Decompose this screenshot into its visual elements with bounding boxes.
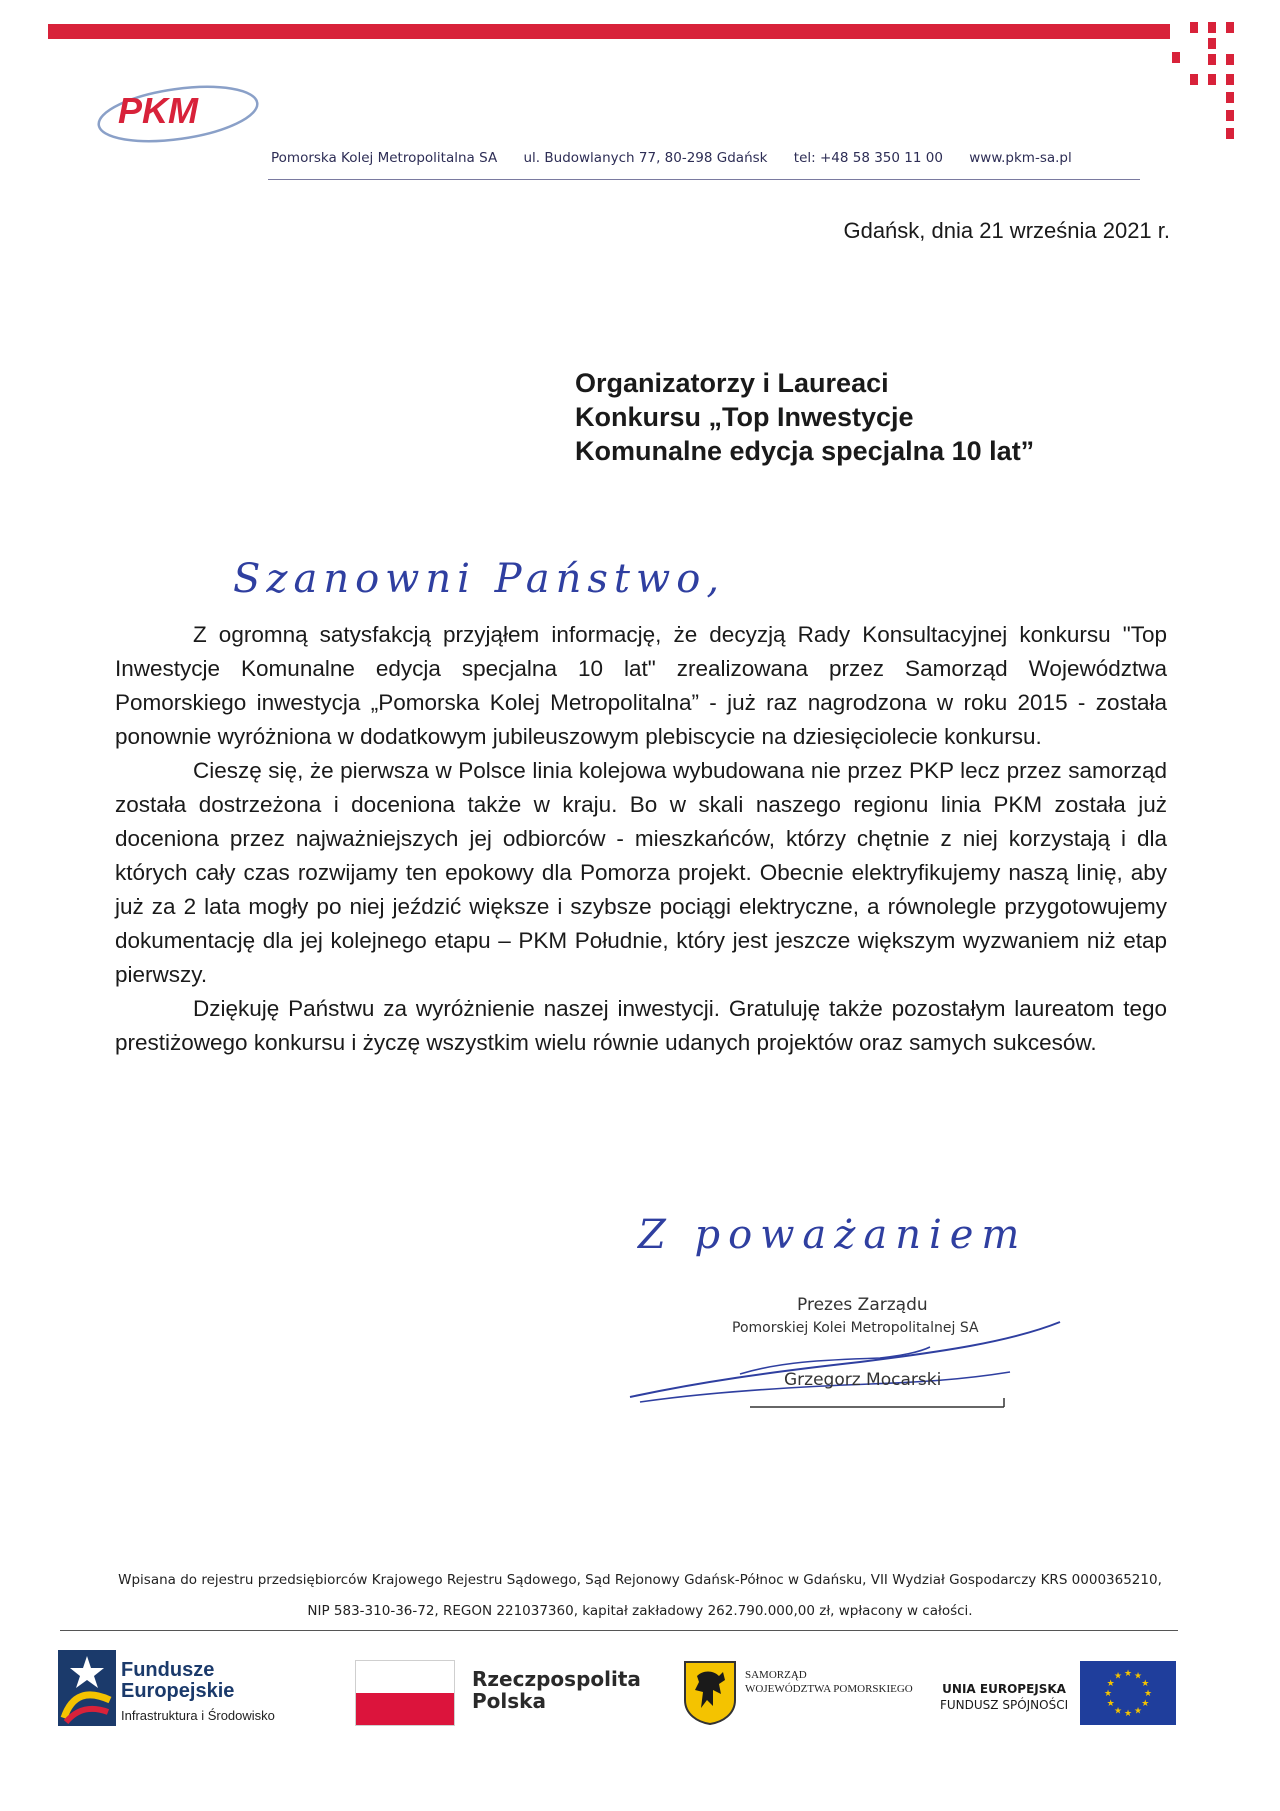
decorative-dot (1226, 22, 1234, 33)
eu-star-icon: ★ (1113, 1705, 1123, 1716)
eu-star-icon: ★ (1123, 1708, 1133, 1718)
company-website[interactable]: www.pkm-sa.pl (969, 150, 1072, 166)
decorative-dot (1226, 128, 1234, 139)
eu-star-icon: ★ (1133, 1670, 1143, 1681)
eu-star-icon: ★ (1113, 1670, 1123, 1681)
pomorskie-crest-icon (683, 1660, 737, 1726)
eu-star-icon: ★ (1133, 1705, 1143, 1716)
eu-star-icon: ★ (1123, 1668, 1133, 1678)
fundusze-europejskie-text (121, 1660, 275, 1723)
company-name: Pomorska Kolej Metropolitalna SA (271, 150, 498, 166)
eu-star-icon: ★ (1141, 1678, 1150, 1688)
company-phone: tel: +48 58 350 11 00 (793, 150, 943, 166)
sam-line: SAMORZĄD (745, 1669, 807, 1681)
decorative-dot (1208, 22, 1216, 33)
registry-info: Wpisana do rejestru przedsiębiorców Krajowego Rejestru Sądowego, Sąd Rejonowy Gdańsk-Północ w Gdańsku, VII Wydział Gospodarczy KRS 0000365210, (118, 1572, 1162, 1588)
ue-line: FUNDUSZ SPÓJNOŚCI (940, 1698, 1069, 1712)
recipient-line: Konkursu „Top Inwestycje (575, 402, 914, 432)
samorzad-text (745, 1668, 913, 1696)
body-paragraph: Cieszę się, że pierwsza w Polsce linia kolejowa wybudowana nie przez PKP lecz przez samorząd została dostrzeżona i doceniona także w kraju. Bo w skali naszego regionu linia PKM została już doceniona przez najważniejszych jej odbiorców - mieszkańców, którzy chętnie z niej korzystają i dla których cały czas rozwijamy ten epokowy dla Pomorza projekt. Obecnie elektryfikujemy naszą linię, aby już za 2 lata mogły po niej jeździć większe i szybsze pociągi elektryczne, a równolegle przygotowujemy dokumentację dla jej kolejnego etapu – PKM Południe, który jest jeszcze większym wyzwaniem niż etap pierwszy. (115, 758, 1167, 987)
header-divider (268, 179, 1140, 180)
decorative-dot (1226, 54, 1234, 65)
decorative-dot (1208, 74, 1216, 85)
decorative-dot (1172, 52, 1180, 63)
signer-title: Prezes Zarządu (797, 1295, 928, 1315)
recipient-line: Organizatorzy i Laureaci (575, 368, 889, 398)
rzeczpospolita-text (472, 1668, 641, 1712)
fe-line: Fundusze (121, 1659, 215, 1681)
polish-flag (355, 1660, 455, 1726)
decorative-dot (1208, 38, 1216, 49)
letter-date: Gdańsk, dnia 21 września 2021 r. (843, 218, 1170, 243)
eu-flag-icon (1080, 1661, 1176, 1725)
eu-star-icon: ★ (1106, 1698, 1115, 1708)
rp-line: Polska (472, 1689, 546, 1713)
recipient-block (575, 366, 1034, 468)
fundusze-europejskie-logo (58, 1650, 116, 1726)
footer-divider (60, 1630, 1178, 1631)
handwritten-salutation (225, 540, 785, 615)
rp-line: Rzeczpospolita (472, 1667, 641, 1691)
ue-line: UNIA EUROPEJSKA (942, 1682, 1066, 1696)
fe-line: Europejskie (121, 1680, 235, 1702)
fe-line: Infrastruktura i Środowisko (121, 1708, 275, 1723)
contact-line (271, 150, 1072, 166)
signer-name: Grzegorz Mocarski (784, 1370, 942, 1390)
handwritten-closing (630, 1190, 1150, 1280)
salutation-text: Szanowni Państwo, (233, 556, 726, 602)
pkm-logo (96, 76, 266, 152)
company-address: ul. Budowlanych 77, 80-298 Gdańsk (523, 150, 768, 166)
decorative-dot (1226, 92, 1234, 103)
registry-info: NIP 583-310-36-72, REGON 221037360, kapitał zakładowy 262.790.000,00 zł, wpłacony w całości. (307, 1603, 973, 1619)
decorative-dot (1226, 110, 1234, 121)
decorative-dot (1190, 22, 1198, 33)
decorative-dot (1226, 74, 1234, 85)
letter-body (115, 618, 1167, 1060)
body-paragraph: Dziękuję Państwu za wyróżnienie naszej inwestycji. Gratuluję także pozostałym laureatom tego prestiżowego konkursu i życzę wszystkim wielu równie udanych projektów oraz samych sukcesów. (115, 996, 1167, 1055)
decorative-dot (1208, 54, 1216, 65)
header-red-bar (48, 24, 1170, 39)
unia-europejska-text (940, 1681, 1068, 1713)
body-paragraph: Z ogromną satysfakcją przyjąłem informację, że decyzją Rady Konsultacyjnej konkursu "Top Inwestycje Komunalne edycja specjalna 10 lat" zrealizowana przez Samorząd Województwa Pomorskiego inwestycja „Pomorska Kolej Metropolitalna” - już raz nagrodzona w roku 2015 - została ponownie wyróżniona w dodatkowym jubileuszowym plebiscycie na dziesięciolecie konkursu. (115, 622, 1167, 749)
eu-star-icon: ★ (1103, 1688, 1113, 1698)
eu-star-icon: ★ (1141, 1698, 1150, 1708)
closing-text: Z poważaniem (638, 1212, 1028, 1258)
eu-star-icon: ★ (1143, 1688, 1153, 1698)
signer-company: Pomorskiej Kolei Metropolitalnej SA (732, 1320, 979, 1336)
pkm-logo-text: PKM (118, 90, 198, 131)
sam-line: WOJEWÓDZTWA POMORSKIEGO (745, 1683, 913, 1695)
decorative-dot (1190, 74, 1198, 85)
recipient-line: Komunalne edycja specjalna 10 lat” (575, 436, 1035, 466)
eu-star-icon: ★ (1106, 1678, 1115, 1688)
